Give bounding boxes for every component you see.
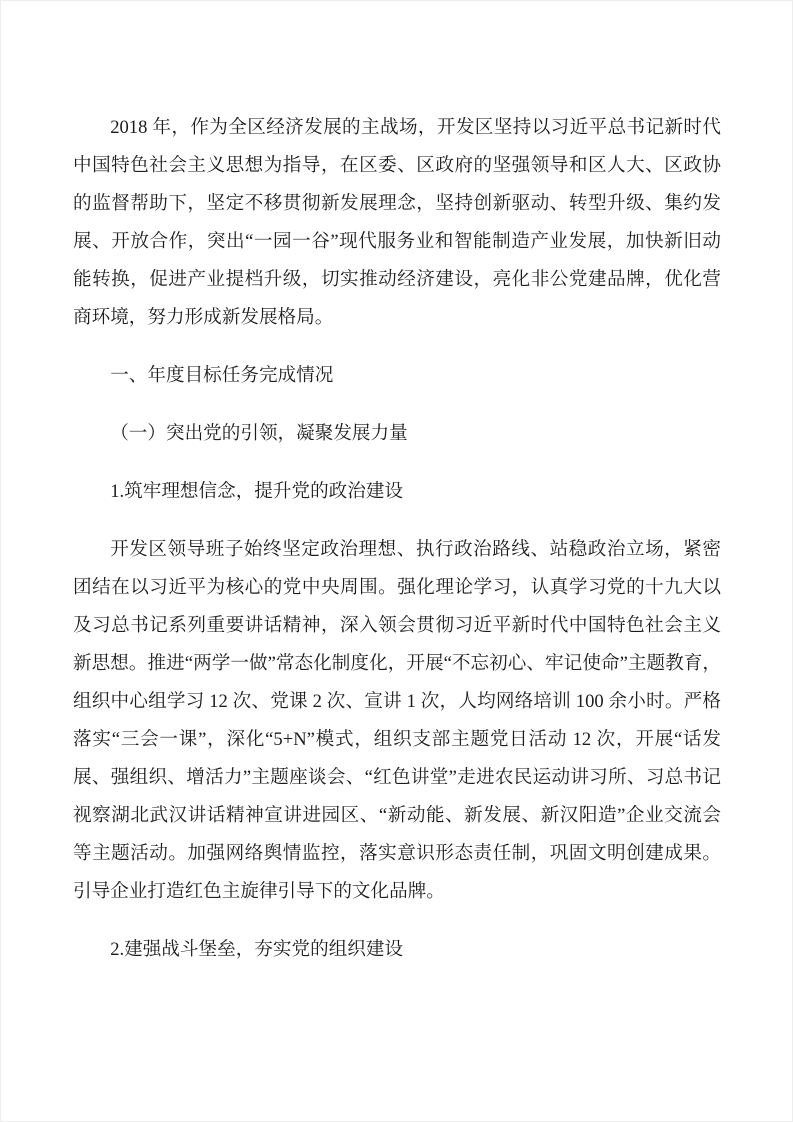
subsection-heading-party-leadership: （一）突出党的引领，凝聚发展力量 [110, 423, 408, 444]
political-construction-paragraph: 开发区领导班子始终坚定政治理想、执行政治路线、站稳政治立场，紧密团结在以习近平为核心的党中央周围。强化理论学习，认真学习党的十九大以及习总书记系列重要讲话精神，深入领会贯彻习近平新时代中国特色社会主义新思想。推进“两学一做”常态化制度化，开展“不忘初心、牢记使命”主题教育，组织中心组学习 12 次、党课 2 次、宣讲 1 次，人均网络培训 100 余小时。严格落实“三会一课”，深化“5+N”模式，组织支部主题党日活动 12 次，开展“话发展、强组织、增活力”主题座谈会、“红色讲堂”走进农民运动讲习所、习总书记视察湖北武汉讲话精神宣讲进园区、“新动能、新发展、新汉阳造”企业交流会等主题活动。加强网络舆情监控，落实意识形态责任制，巩固文明创建成果。引导企业打造红色主旋律引导下的文化品牌。 [73, 539, 721, 902]
section-heading-annual-tasks: 一、年度目标任务完成情况 [110, 365, 334, 386]
intro-paragraph: 2018 年，作为全区经济发展的主战场，开发区坚持以习近平总书记新时代中国特色社会主义思想为指导，在区委、区政府的坚强领导和区人大、区政协的监督帮助下，坚定不移贯彻新发展理念，坚持创新驱动、转型升级、集约发展、开放合作，突出“一园一谷”现代服务业和智能制造产业发展，加快新旧动能转换，促进产业提档升级，切实推动经济建设，亮化非公党建品牌，优化营商环境，努力形成新发展格局。 [73, 117, 721, 328]
item-heading-organization-construction: 2.建强战斗堡垒，夯实党的组织建设 [110, 939, 404, 960]
item-heading-ideals-beliefs: 1.筑牢理想信念，提升党的政治建设 [110, 481, 404, 502]
